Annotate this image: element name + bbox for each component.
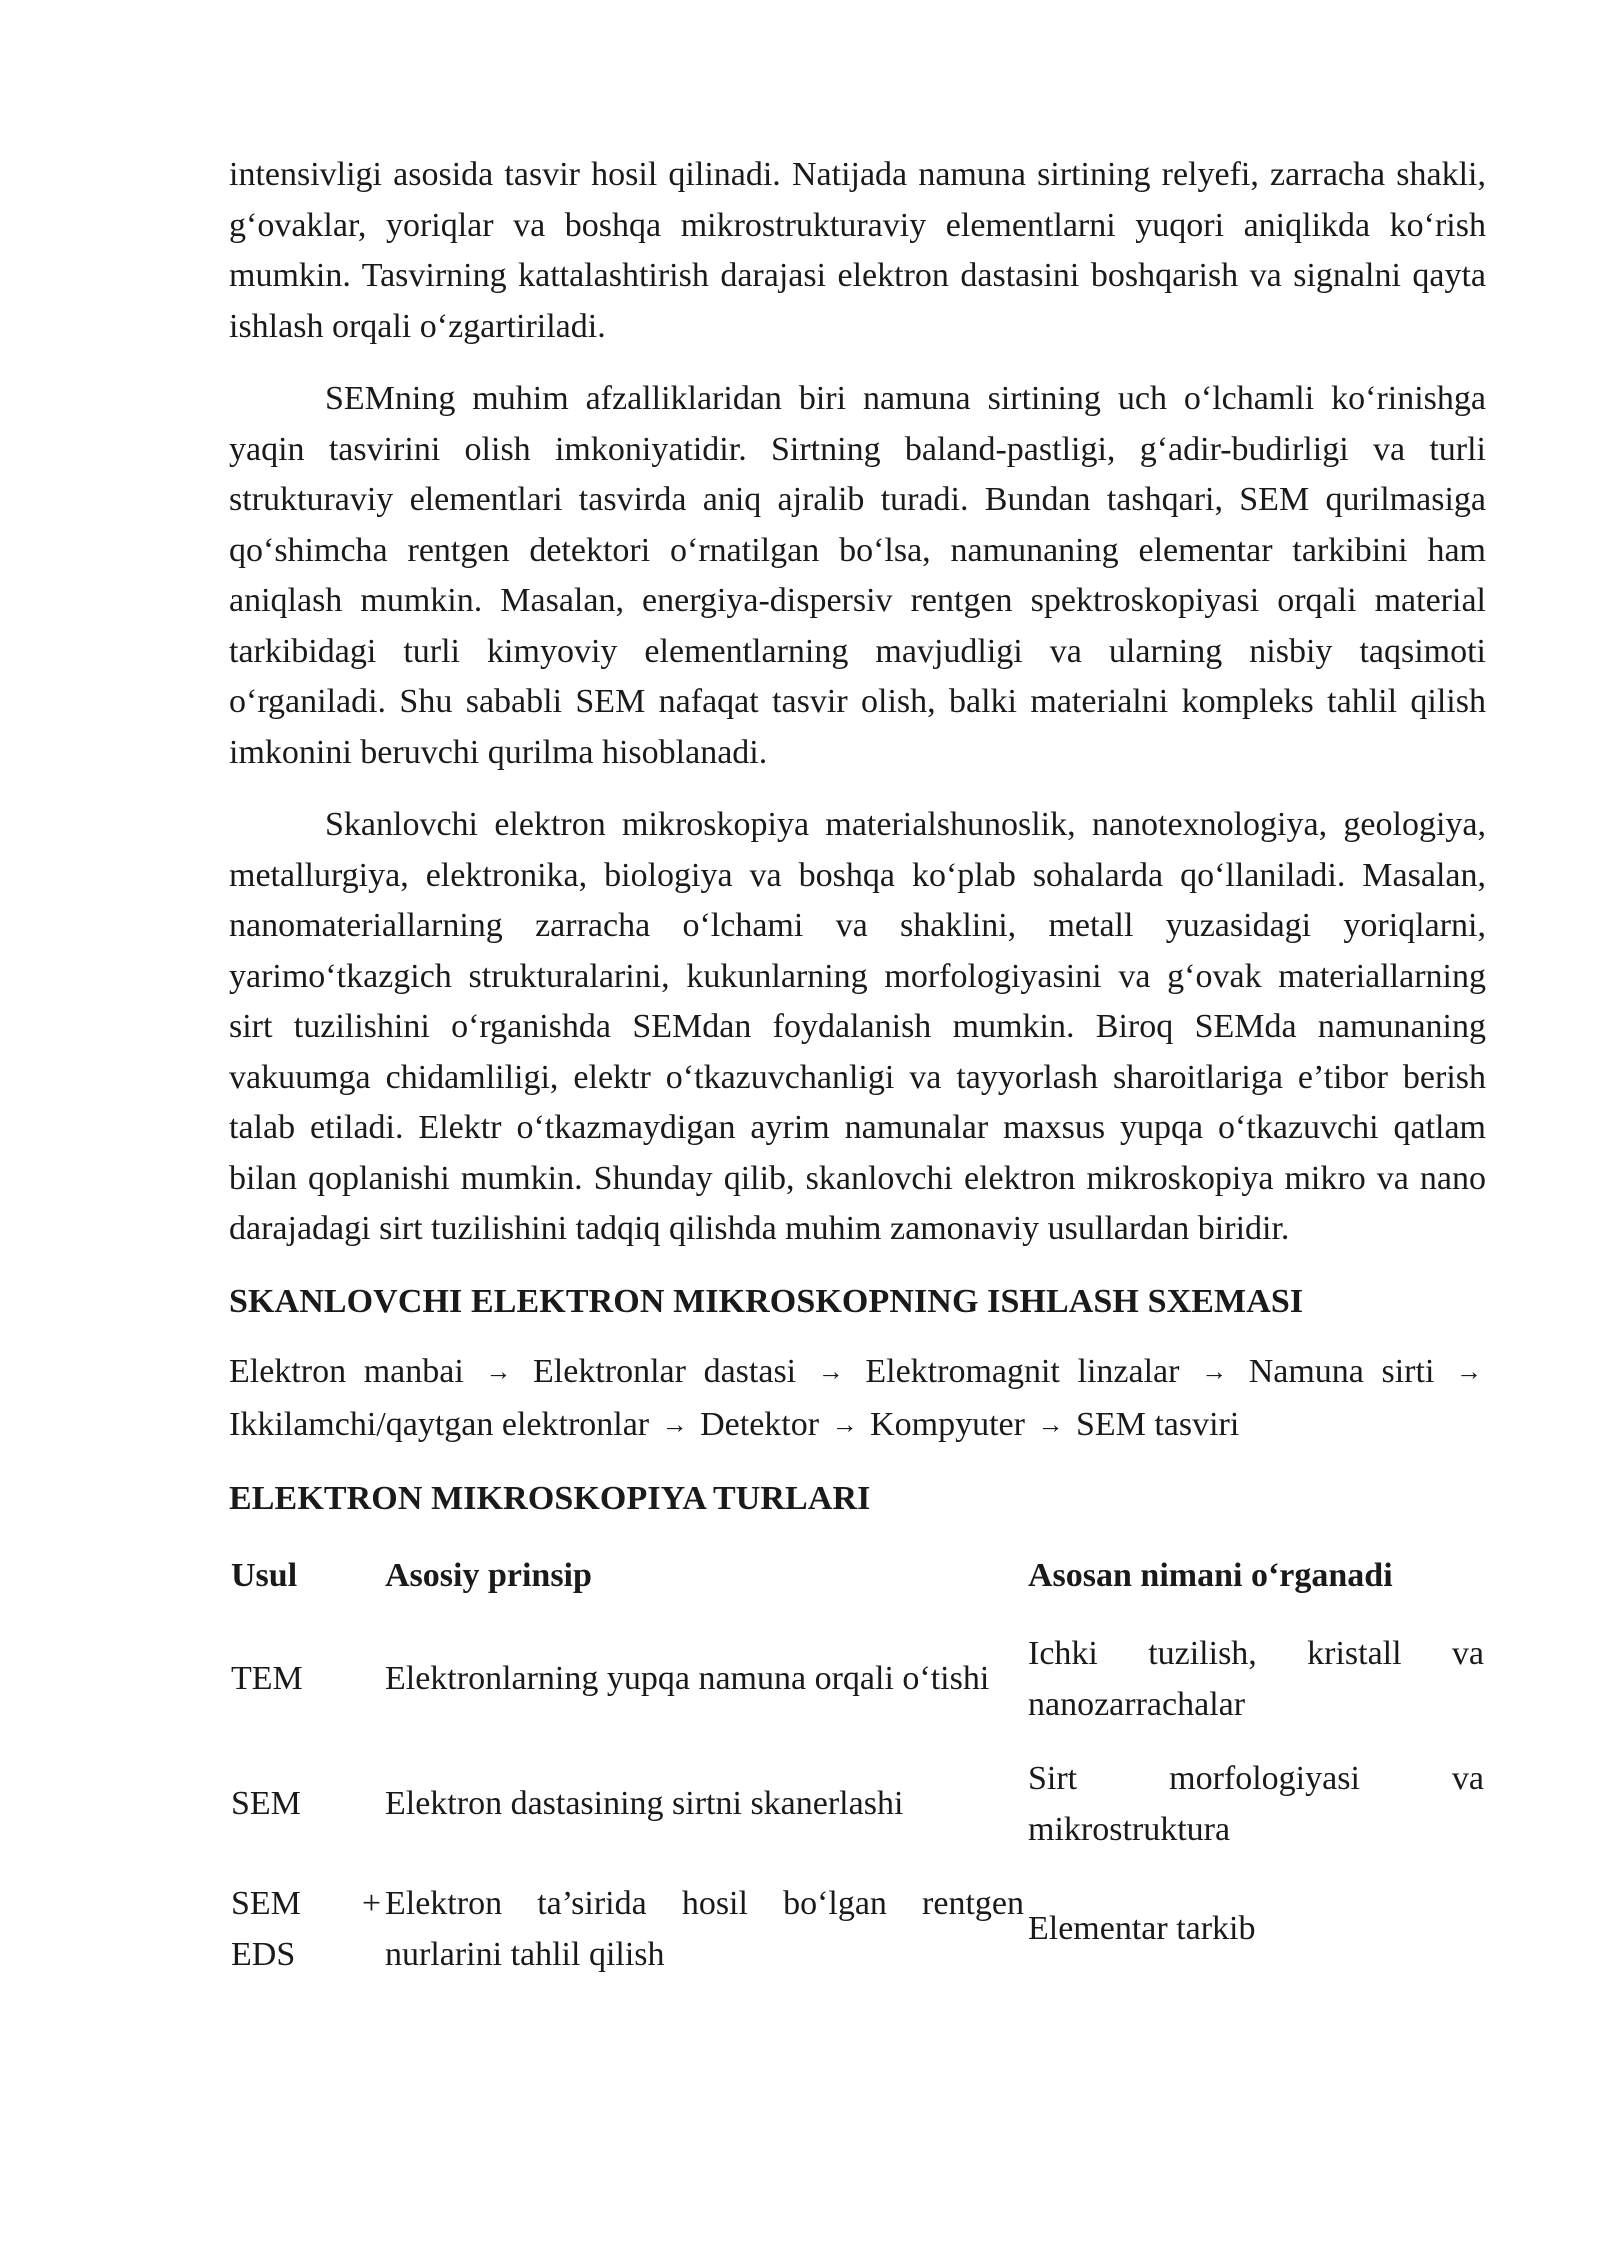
scheme-step: Kompyuter — [870, 1405, 1025, 1443]
paragraph: Skanlovchi elektron mikroskopiya materialshunoslik, nanotexnologiya, geologiya, metallurgiya, elektronika, biologiya va boshqa ko‘plab sohalarda qo‘llaniladi. Masalan, nanomateriallarning zarracha o‘lchami va shaklini, metall yuzasidagi yoriqlarni, yarimo‘tkazgich strukturalarini, kukunlarning morfologiyasini va g‘ovak materiallarning sirt tuzilishini o‘rganishda SEMdan foydalanish mumkin. Biroq SEMda namunaning vakuumga chidamliligi, elektr o‘tkazuvchanligi va tayyorlash sharoitlariga e’tibor berish talab etiladi. Elektr o‘tkazmaydigan ayrim namunalar maxsus yupqa o‘tkazuvchi qatlam bilan qoplanishi mumkin. Shunday qilib, skanlovchi elektron mikroskopiya mikro va nano darajadagi sirt tuzilishini tadqiq qilishda muhim zamonaviy usullardan biridir. — [229, 806, 1486, 1247]
table-row — [229, 1873, 1486, 1998]
table-cell: Elementar tarkib — [1028, 1910, 1256, 1948]
table-cell: TEM — [231, 1660, 303, 1698]
paragraph: SEMning muhim afzalliklaridan biri namuna sirtining uch o‘lchamli ko‘rinishga yaqin tasvirini olish imkoniyatidir. Sirtning baland-pastligi, g‘adir-budirligi va turli strukturaviy elementlari tasvirda aniq ajralib turadi. Bundan tashqari, SEM qurilmasiga qo‘shimcha rentgen detektori o‘rnatilgan bo‘lsa, namunaning elementar tarkibini ham aniqlash mumkin. Masalan, energiya-dispersiv rentgen spektroskopiyasi orqali material tarkibidagi turli kimyoviy elementlarning mavjudligi va ularning nisbiy taqsimoti o‘rganiladi. Shu sababli SEM nafaqat tasvir olish, balki materialni kompleks tahlil qilish imkonini beruvchi qurilma hisoblanadi. — [229, 380, 1486, 771]
table-cell: SEM + EDS — [231, 1885, 381, 1973]
scheme-flow — [229, 1347, 1486, 1452]
scheme-step: Ikkilamchi/qaytgan elektronlar — [229, 1405, 650, 1443]
table-cell: Elektronlarning yupqa namuna orqali o‘tishi — [385, 1660, 990, 1698]
types-heading: ELEKTRON MIKROSKOPIYA TURLARI — [229, 1480, 871, 1517]
arrow-right-icon: → — [485, 1357, 512, 1386]
document-page — [229, 150, 1486, 1998]
table-header-row — [229, 1545, 1486, 1624]
scheme-step: Elektronlar dastasi — [533, 1353, 797, 1390]
scheme-step: Elektron manbai — [229, 1353, 464, 1390]
table-cell: SEM — [231, 1785, 301, 1823]
table-row — [229, 1623, 1486, 1748]
paragraph: intensivligi asosida tasvir hosil qilinadi. Natijada namuna sirtining relyefi, zarracha shakli, g‘ovaklar, yoriqlar va boshqa mikrostrukturaviy elementlarni yuqori aniqlikda ko‘rish mumkin. Tasvirning kattalashtirish darajasi elektron dastasini boshqarish va signalni qayta ishlash orqali o‘zgartiriladi. — [229, 156, 1486, 345]
table-cell: Elektron ta’sirida hosil bo‘lgan rentgen nurlarini tahlil qilish — [385, 1885, 1024, 1973]
types-table — [229, 1545, 1486, 1999]
arrow-right-icon: → — [831, 1409, 858, 1439]
column-header: Usul — [231, 1556, 298, 1594]
arrow-right-icon: → — [1201, 1357, 1228, 1386]
arrow-right-icon: → — [817, 1357, 844, 1386]
scheme-step: Elektromagnit linzalar — [865, 1353, 1180, 1390]
arrow-right-icon: → — [1456, 1357, 1483, 1386]
column-header: Asosiy prinsip — [385, 1556, 592, 1594]
table-row — [229, 1748, 1486, 1873]
table-cell: Ichki tuzilish, kristall va nanozarrachalar — [1028, 1635, 1484, 1723]
scheme-step: Namuna sirti — [1248, 1353, 1435, 1390]
arrow-right-icon: → — [661, 1409, 688, 1439]
table-cell: Sirt morfologiyasi va mikrostruktura — [1028, 1760, 1484, 1848]
table-cell: Elektron dastasining sirtni skanerlashi — [385, 1785, 904, 1823]
column-header: Asosan nimani o‘rganadi — [1028, 1556, 1393, 1594]
scheme-step: Detektor — [700, 1405, 820, 1443]
arrow-right-icon: → — [1037, 1409, 1064, 1439]
scheme-step: SEM tasviri — [1075, 1405, 1240, 1443]
scheme-heading: SKANLOVCHI ELEKTRON MIKROSKOPNING ISHLASH SXEMASI — [229, 1282, 1304, 1320]
